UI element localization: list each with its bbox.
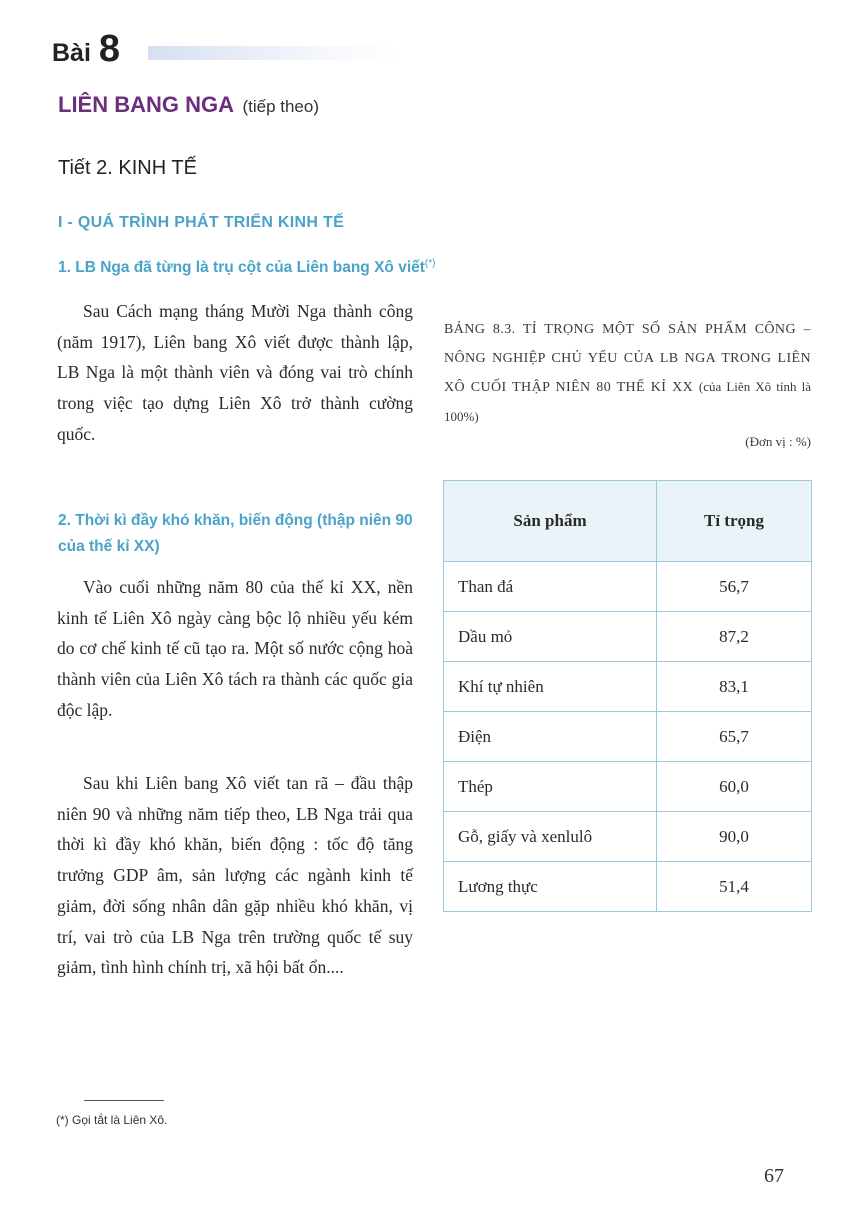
row-share: 90,0	[657, 812, 812, 862]
paragraph-3: Sau khi Liên bang Xô viết tan rã – đầu thập niên 90 và những năm tiếp theo, LB Nga trải qua thời kì đầy khó khăn, biến động : tốc độ tăng trưởng GDP âm, sản lượng các ngành kinh tế giảm, đời sống nhân dân gặp nhiều khó khăn, vị trí, vai trò của LB Nga trên trường quốc tế suy giảm, tình hình chính trị, xã hội bất ổn....	[57, 773, 413, 978]
lesson-heading	[52, 28, 120, 71]
table-caption-note: (của Liên Xô tính là 100%)	[444, 379, 812, 424]
subsection-1-text: 1. LB Nga đã từng là trụ cột của Liên bang Xô viết	[58, 259, 425, 277]
title-sub: (tiếp theo)	[242, 97, 319, 116]
footnote-divider	[84, 1100, 164, 1101]
footnote-mark: (*)	[424, 258, 436, 269]
row-share: 60,0	[657, 762, 812, 812]
table-caption	[444, 316, 811, 432]
row-product: Điện	[444, 712, 657, 762]
table-row	[444, 662, 812, 712]
row-share: 65,7	[657, 712, 812, 762]
footnote: (*) Gọi tắt là Liên Xô.	[56, 1113, 168, 1127]
table-row	[444, 762, 812, 812]
header-share: Tỉ trọng	[657, 481, 812, 562]
row-share: 56,7	[657, 562, 812, 612]
row-share: 83,1	[657, 662, 812, 712]
row-product: Dầu mỏ	[444, 612, 657, 662]
table-row	[444, 712, 812, 762]
row-product: Lương thực	[444, 862, 657, 912]
title-main: LIÊN BANG NGA	[58, 92, 234, 117]
row-product: Thép	[444, 762, 657, 812]
subsection-1-heading	[58, 258, 435, 277]
table-row	[444, 862, 812, 912]
row-product: Gỗ, giấy và xenlulô	[444, 812, 657, 862]
table-caption-text: BẢNG 8.3. TỈ TRỌNG MỘT SỐ SẢN PHẨM CÔNG – NÔNG NGHIỆP CHỦ YẾU CỦA LB NGA TRONG LIÊN XÔ CUỐI THẬP NIÊN 80 THẾ KỈ XX	[444, 322, 811, 395]
page-title	[58, 92, 319, 118]
paragraph-1: Sau Cách mạng tháng Mười Nga thành công (năm 1917), Liên bang Xô viết được thành lập, LB Nga là một thành viên và đóng vai trò chính trong việc tạo dựng Liên Xô trở thành cường quốc.	[57, 301, 413, 444]
lesson-number: 8	[98, 28, 121, 70]
table-row	[444, 562, 812, 612]
header-product: Sản phẩm	[444, 481, 657, 562]
section-heading: I - QUÁ TRÌNH PHÁT TRIỂN KINH TẾ	[58, 214, 345, 231]
table-unit: (Đơn vị : %)	[745, 434, 811, 449]
paragraph-2: Vào cuối những năm 80 của thế kỉ XX, nền kinh tế Liên Xô ngày càng bộc lộ nhiều yếu kém do cơ chế kinh tế cũ tạo ra. Một số nước cộng hoà thành viên của Liên Xô tách ra thành các quốc gia độc lập.	[57, 577, 413, 720]
part-heading: Tiết 2. KINH TẾ	[58, 157, 197, 179]
page-number: 67	[764, 1165, 784, 1187]
lesson-word: Bài	[52, 39, 91, 67]
row-product: Khí tự nhiên	[444, 662, 657, 712]
lesson-decor-bar	[148, 46, 398, 60]
subsection-2-heading: 2. Thời kì đầy khó khăn, biến động (thập niên 90 của thế kỉ XX)	[58, 512, 413, 555]
row-share: 51,4	[657, 862, 812, 912]
data-table	[443, 480, 812, 912]
table-row	[444, 812, 812, 862]
row-share: 87,2	[657, 612, 812, 662]
table-header-row	[444, 481, 812, 562]
row-product: Than đá	[444, 562, 657, 612]
table-row	[444, 612, 812, 662]
